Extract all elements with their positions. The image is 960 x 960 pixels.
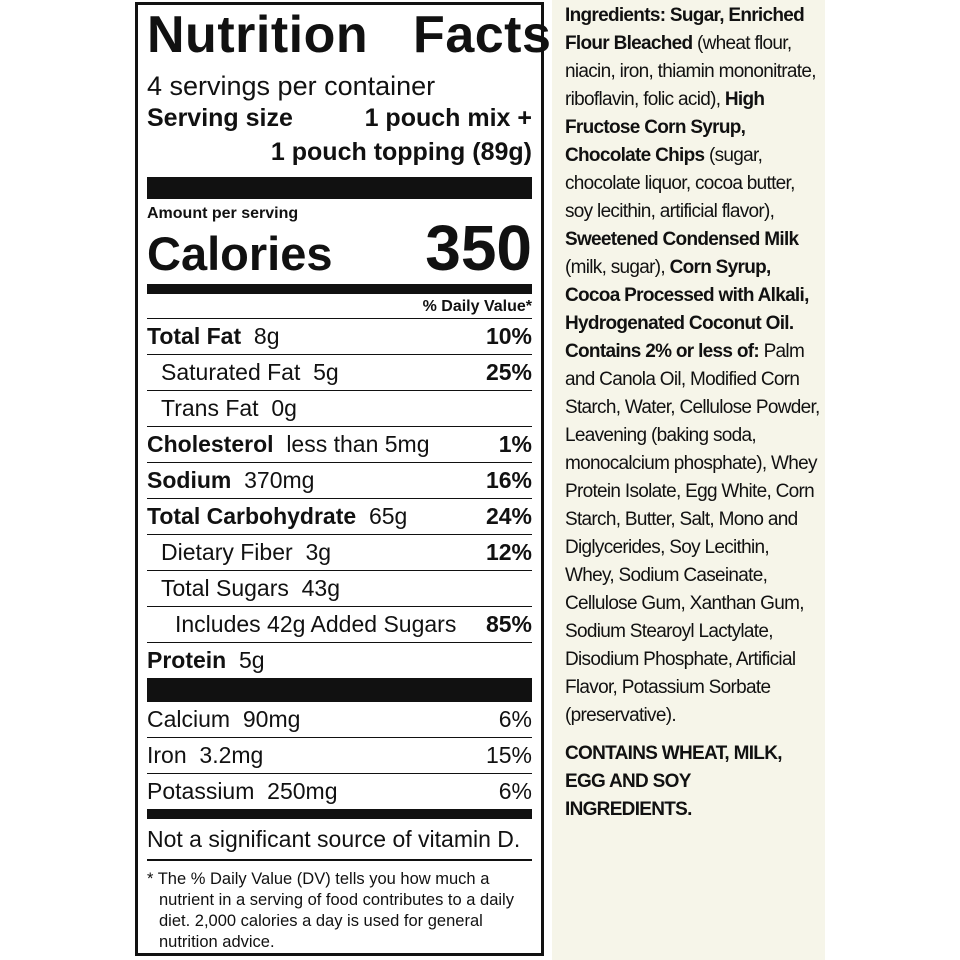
nutrient-label: Total Fat: [147, 323, 242, 349]
vitamin-label: Iron: [147, 742, 187, 768]
ingredients-text-2: (sugar, chocolate liquor, cocoa butter, soy lecithin, artificial flavor),: [565, 145, 795, 222]
nutrient-dv: 25%: [485, 359, 532, 385]
ingredients-text-3: (milk, sugar),: [565, 257, 670, 278]
nutrient-label: Sodium: [147, 467, 232, 493]
nutrient-amount: 0g: [271, 395, 297, 421]
daily-value-header: % Daily Value*: [147, 294, 532, 319]
vitamin-label: Potassium: [147, 778, 255, 804]
vitamin-row-potassium: [147, 774, 532, 809]
thick-divider: [147, 678, 532, 702]
medium-divider: [147, 809, 532, 819]
nutrient-label: Total Carbohydrate: [147, 503, 357, 529]
vitamin-amount: 250mg: [267, 778, 338, 804]
nutrient-label: Trans Fat: [161, 395, 259, 421]
medium-divider: [147, 284, 532, 294]
nutrient-label: Includes 42g Added Sugars: [175, 611, 457, 637]
vitamin-row-iron: [147, 738, 532, 774]
serving-size-line1: 1 pouch mix +: [364, 104, 532, 132]
ingredients-text-1: (wheat flour, niacin, iron, thiamin mononitrate, riboflavin, folic acid),: [565, 33, 816, 110]
nutrient-label: Total Sugars: [161, 575, 289, 601]
nutrient-row-total-fat: [147, 319, 532, 355]
ingredients-list: [565, 2, 821, 824]
vitamin-amount: 3.2mg: [199, 742, 264, 768]
ingredients-bold-3: Sweetened Condensed Milk: [565, 229, 799, 250]
nutrient-amount: 370mg: [244, 467, 315, 493]
amount-per-serving: Amount per serving: [147, 205, 299, 222]
serving-size-line2: 1 pouch topping (89g): [270, 138, 532, 166]
nutrient-label: Protein: [147, 647, 227, 673]
vitamin-label: Calcium: [147, 706, 231, 732]
nutrient-amount: 8g: [253, 323, 280, 349]
ingredients-bold-2: High Fructose Corn Syrup, Chocolate Chips: [565, 89, 765, 166]
ingredients-lead: Ingredients: Sugar, Enriched Flour Bleached: [565, 5, 805, 54]
nutrient-dv: 1%: [498, 431, 532, 457]
vitamin-dv: 6%: [498, 778, 532, 804]
nutrient-dv: 12%: [485, 539, 532, 565]
nutrition-title: Nutrition Facts: [147, 6, 552, 64]
nutrient-row-cholesterol: [147, 427, 532, 463]
vitamin-dv: 15%: [485, 742, 532, 768]
thick-divider: [147, 177, 532, 199]
nutrient-amount: 3g: [305, 539, 332, 565]
vitamin-dv: 6%: [498, 706, 532, 732]
nutrient-row-sodium: [147, 463, 532, 499]
nutrient-row-total-carbohydrate: [147, 499, 532, 535]
nutrient-amount: less than 5mg: [286, 431, 430, 457]
nutrient-label: Dietary Fiber: [161, 539, 293, 565]
not-significant-note: Not a significant source of vitamin D.: [147, 819, 532, 861]
nutrition-facts-panel: [135, 2, 552, 956]
ingredients-text-4: Palm and Canola Oil, Modified Corn Starch, Water, Cellulose Powder, Leavening (baking soda, monocalcium phosphate), Whey Protein Isolate, Egg White, Corn Starch, Butter, Salt, Mono and Diglycerides, Soy Lecithin, Whey, Sodium Caseinate, Cellulose Gum, Xanthan Gum, Sodium Stearoyl Lactylate, Disodium Phosphate, Artificial Flavor, Potassium Sorbate (preservative).: [565, 341, 820, 726]
allergen-statement: CONTAINS WHEAT, MILK, EGG AND SOY INGREDIENTS.: [565, 743, 782, 820]
nutrient-amount: 43g: [301, 575, 341, 601]
nutrient-dv: 24%: [485, 503, 532, 529]
nutrient-label: Cholesterol: [147, 431, 274, 457]
nutrient-amount: 5g: [239, 647, 265, 673]
nutrient-dv: 10%: [485, 323, 532, 349]
calories-label: Calories: [147, 227, 333, 280]
ingredients-bold-4: Corn Syrup, Cocoa Processed with Alkali, Hydrogenated Coconut Oil. Contains 2% or less of:: [565, 257, 809, 362]
servings-per-container: 4 servings per container: [147, 71, 436, 101]
nutrient-amount: 5g: [313, 359, 339, 385]
nutrient-amount: 65g: [368, 503, 408, 529]
nutrient-row-total-sugars: [147, 571, 532, 607]
nutrient-row-dietary-fiber: [147, 535, 532, 571]
serving-size-label: Serving size: [147, 104, 293, 132]
footnote: * The % Daily Value (DV) tells you how much a nutrient in a serving of food contributes to a daily diet. 2,000 calories a day is used for general nutrition advice.: [147, 870, 514, 951]
nutrient-row-protein: [147, 643, 532, 678]
calories-value: 350: [425, 212, 532, 284]
nutrient-row-trans-fat: [147, 391, 532, 427]
serving-size-row: [147, 101, 532, 135]
nutrient-row-added-sugars: [147, 607, 532, 643]
nutrient-dv: 85%: [485, 611, 532, 637]
nutrient-label: Saturated Fat: [161, 359, 301, 385]
nutrient-row-saturated-fat: [147, 355, 532, 391]
vitamin-amount: 90mg: [242, 706, 301, 732]
vitamin-row-calcium: [147, 702, 532, 738]
nutrient-dv: 16%: [485, 467, 532, 493]
